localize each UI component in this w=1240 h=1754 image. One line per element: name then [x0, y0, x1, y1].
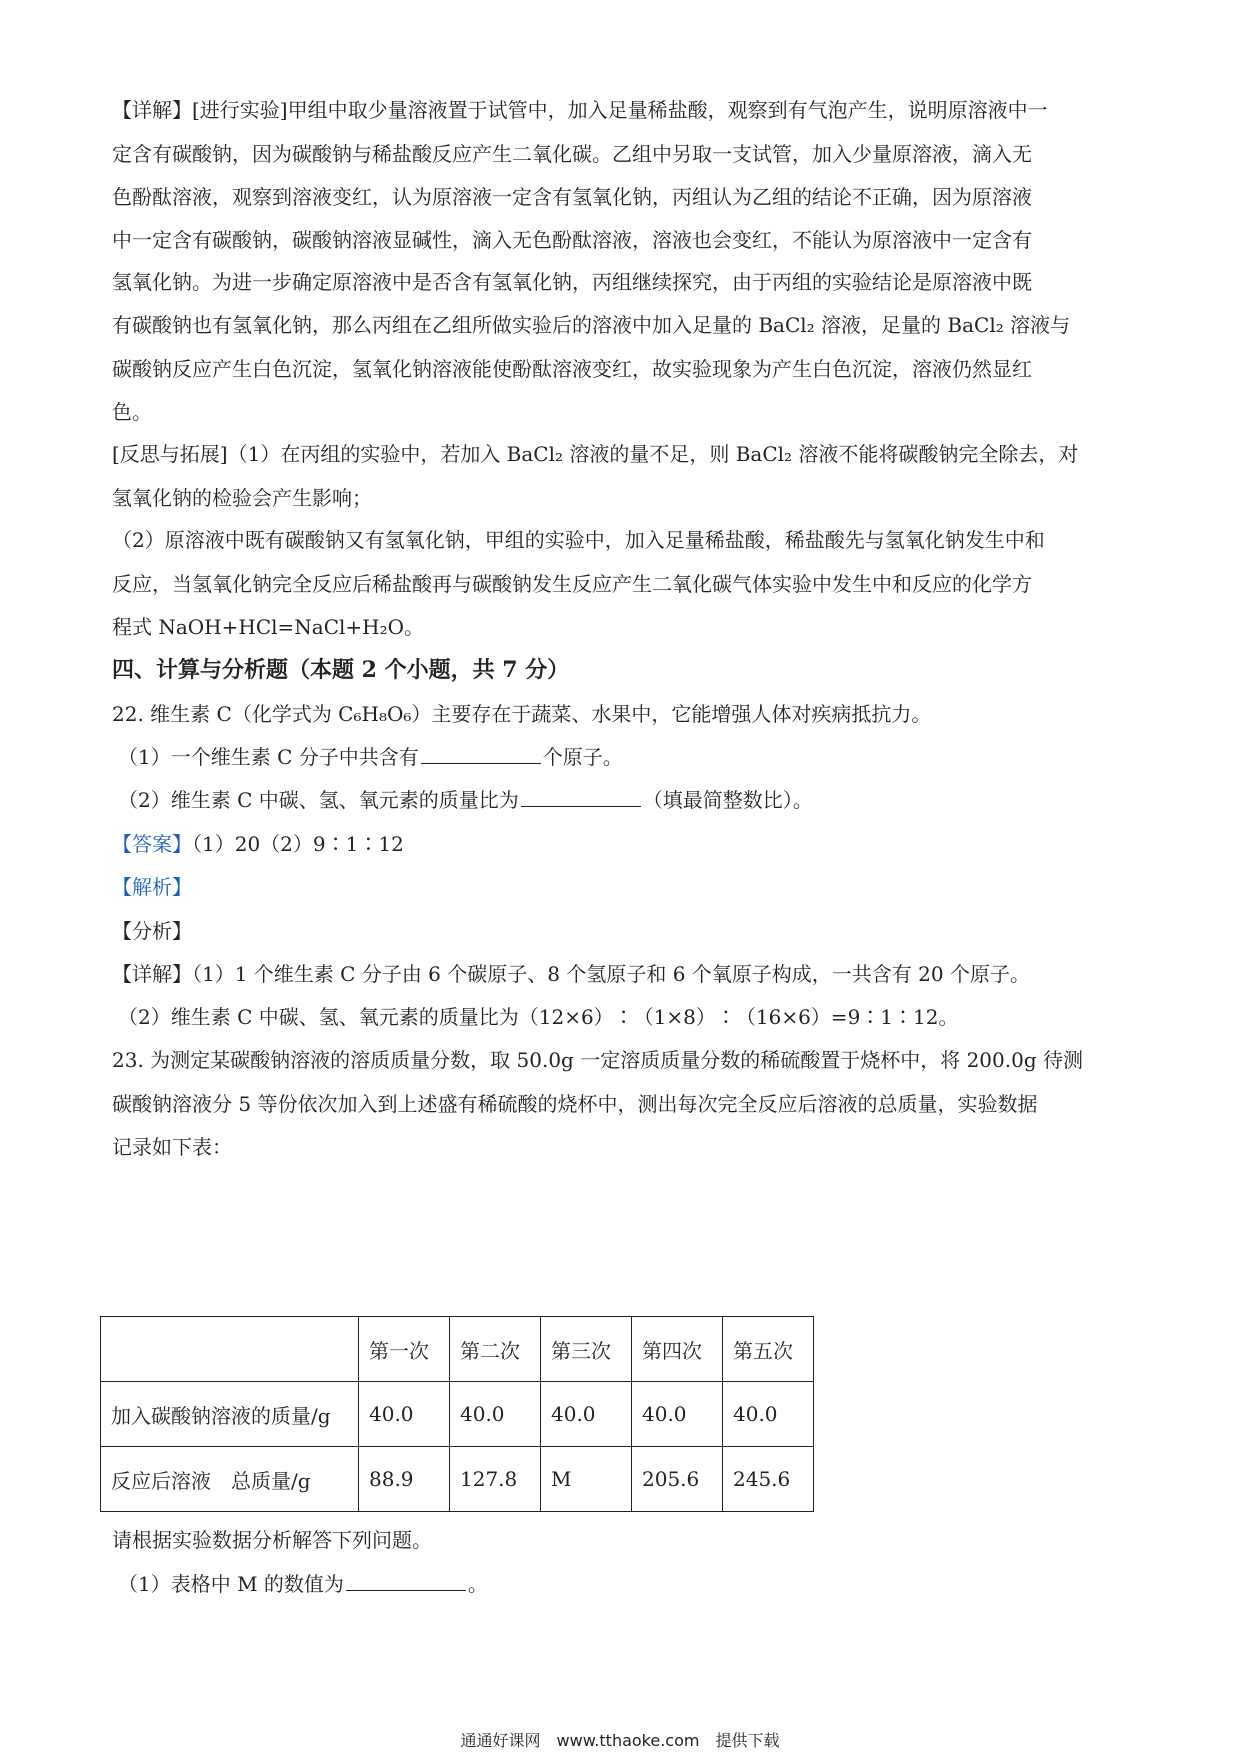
q23-stem-line: 记录如下表： — [112, 1135, 232, 1159]
paragraph-line: （2）原溶液中既有碳酸钠又有氢氧化钠，甲组的实验中，加入足量稀盐酸，稀盐酸先与氢氧化钠发生中和 — [112, 528, 1045, 552]
q22-part1 — [118, 743, 623, 771]
answer-blank — [521, 786, 641, 807]
page-footer: 通通好课网 www.tthaoke.com 提供下载 — [460, 1731, 780, 1750]
q22-answer — [112, 830, 404, 858]
table-cell: 245.6 — [723, 1447, 814, 1512]
paragraph-line: 色酚酞溶液，观察到溶液变红，认为原溶液一定含有氢氧化钠，丙组认为乙组的结论不正确，因为原溶液 — [112, 185, 1032, 209]
paragraph-line: 定含有碳酸钠，因为碳酸钠与稀盐酸反应产生二氧化碳。乙组中另取一支试管，加入少量原溶液，滴入无 — [112, 142, 1032, 166]
answer-label: 【答案】 — [112, 832, 192, 856]
table-cell: 40.0 — [450, 1382, 541, 1447]
table-header-cell: 第三次 — [541, 1317, 632, 1382]
q22-detail-2: （2）维生素 C 中碳、氢、氧元素的质量比为（12×6）∶（1×8）∶（16×6）=9∶1∶12。 — [118, 1005, 959, 1029]
section-heading: 四、计算与分析题（本题 2 个小题，共 7 分） — [112, 657, 570, 683]
table-cell: 127.8 — [450, 1447, 541, 1512]
table-row-label: 加入碳酸钠溶液的质量/g — [101, 1382, 359, 1447]
table-cell: 40.0 — [723, 1382, 814, 1447]
table-cell: 40.0 — [359, 1382, 450, 1447]
answer-text: （1）20（2）9∶1∶12 — [192, 832, 404, 856]
q23-part1-suffix: 。 — [467, 1572, 488, 1596]
q22-part2-suffix: （填最简整数比）。 — [642, 788, 813, 812]
q23-part1 — [118, 1570, 488, 1598]
paragraph-line: 【详解】[进行实验]甲组中取少量溶液置于试管中，加入足量稀盐酸，观察到有气泡产生，说明原溶液中一 — [112, 98, 1048, 122]
table-header-cell: 第一次 — [359, 1317, 450, 1382]
jiexi-label: 【解析】 — [112, 875, 192, 899]
table-cell: M — [541, 1447, 632, 1512]
paragraph-line: 色。 — [112, 400, 152, 424]
table-row — [101, 1447, 814, 1512]
data-table — [100, 1316, 814, 1512]
q23-part1-text: （1）表格中 M 的数值为 — [118, 1572, 344, 1596]
paragraph-line: 氢氧化钠。为进一步确定原溶液中是否含有氢氧化钠，丙组继续探究，由于丙组的实验结论是原溶液中既 — [112, 270, 1032, 294]
q22-stem: 22. 维生素 C（化学式为 C₆H₈O₆）主要存在于蔬菜、水果中，它能增强人体对疾病抵抗力。 — [112, 702, 932, 726]
q22-part2-text: （2）维生素 C 中碳、氢、氧元素的质量比为 — [118, 788, 519, 812]
table-header-cell: 第四次 — [632, 1317, 723, 1382]
table-cell: 40.0 — [541, 1382, 632, 1447]
q22-part1-text: （1）一个维生素 C 分子中共含有 — [118, 745, 419, 769]
table-header-cell: 第二次 — [450, 1317, 541, 1382]
paragraph-line: 程式 NaOH+HCl=NaCl+H₂O。 — [112, 615, 425, 639]
table-row-label: 反应后溶液 总质量/g — [101, 1447, 359, 1512]
q22-detail-1: 【详解】（1）1 个维生素 C 分子由 6 个碳原子、8 个氢原子和 6 个氧原子构成，一共含有 20 个原子。 — [112, 962, 1030, 986]
table-header-cell: 第五次 — [723, 1317, 814, 1382]
paragraph-line: [反思与拓展]（1）在丙组的实验中，若加入 BaCl₂ 溶液的量不足，则 BaCl₂ 溶液不能将碳酸钠完全除去，对 — [112, 442, 1079, 466]
paragraph-line: 碳酸钠反应产生白色沉淀，氢氧化钠溶液能使酚酞溶液变红，故实验现象为产生白色沉淀，溶液仍然显红 — [112, 357, 1032, 381]
paragraph-line: 氢氧化钠的检验会产生影响； — [112, 486, 372, 510]
table-cell: 205.6 — [632, 1447, 723, 1512]
table-cell: 88.9 — [359, 1447, 450, 1512]
q23-stem-line: 碳酸钠溶液分 5 等份依次加入到上述盛有稀硫酸的烧杯中，测出每次完全反应后溶液的总质量，实验数据 — [112, 1092, 1038, 1116]
answer-blank — [421, 743, 541, 764]
fenxi-label: 【分析】 — [112, 919, 192, 943]
table-cell — [101, 1317, 359, 1382]
q22-part2 — [118, 786, 813, 814]
table-cell: 40.0 — [632, 1382, 723, 1447]
paragraph-line: 有碳酸钠也有氢氧化钠，那么丙组在乙组所做实验后的溶液中加入足量的 BaCl₂ 溶液，足量的 BaCl₂ 溶液与 — [112, 313, 1071, 337]
table-header-row — [101, 1317, 814, 1382]
paragraph-line: 反应，当氢氧化钠完全反应后稀盐酸再与碳酸钠发生反应产生二氧化碳气体实验中发生中和反应的化学方 — [112, 572, 1032, 596]
q23-stem-line: 23. 为测定某碳酸钠溶液的溶质质量分数，取 50.0g 一定溶质质量分数的稀硫酸置于烧杯中，将 200.0g 待测 — [112, 1048, 1083, 1072]
q22-part1-suffix: 个原子。 — [542, 745, 623, 769]
q23-instruction: 请根据实验数据分析解答下列问题。 — [112, 1528, 432, 1552]
paragraph-line: 中一定含有碳酸钠，碳酸钠溶液显碱性，滴入无色酚酞溶液，溶液也会变红，不能认为原溶液中一定含有 — [112, 228, 1032, 252]
answer-blank — [346, 1570, 466, 1591]
table-row — [101, 1382, 814, 1447]
